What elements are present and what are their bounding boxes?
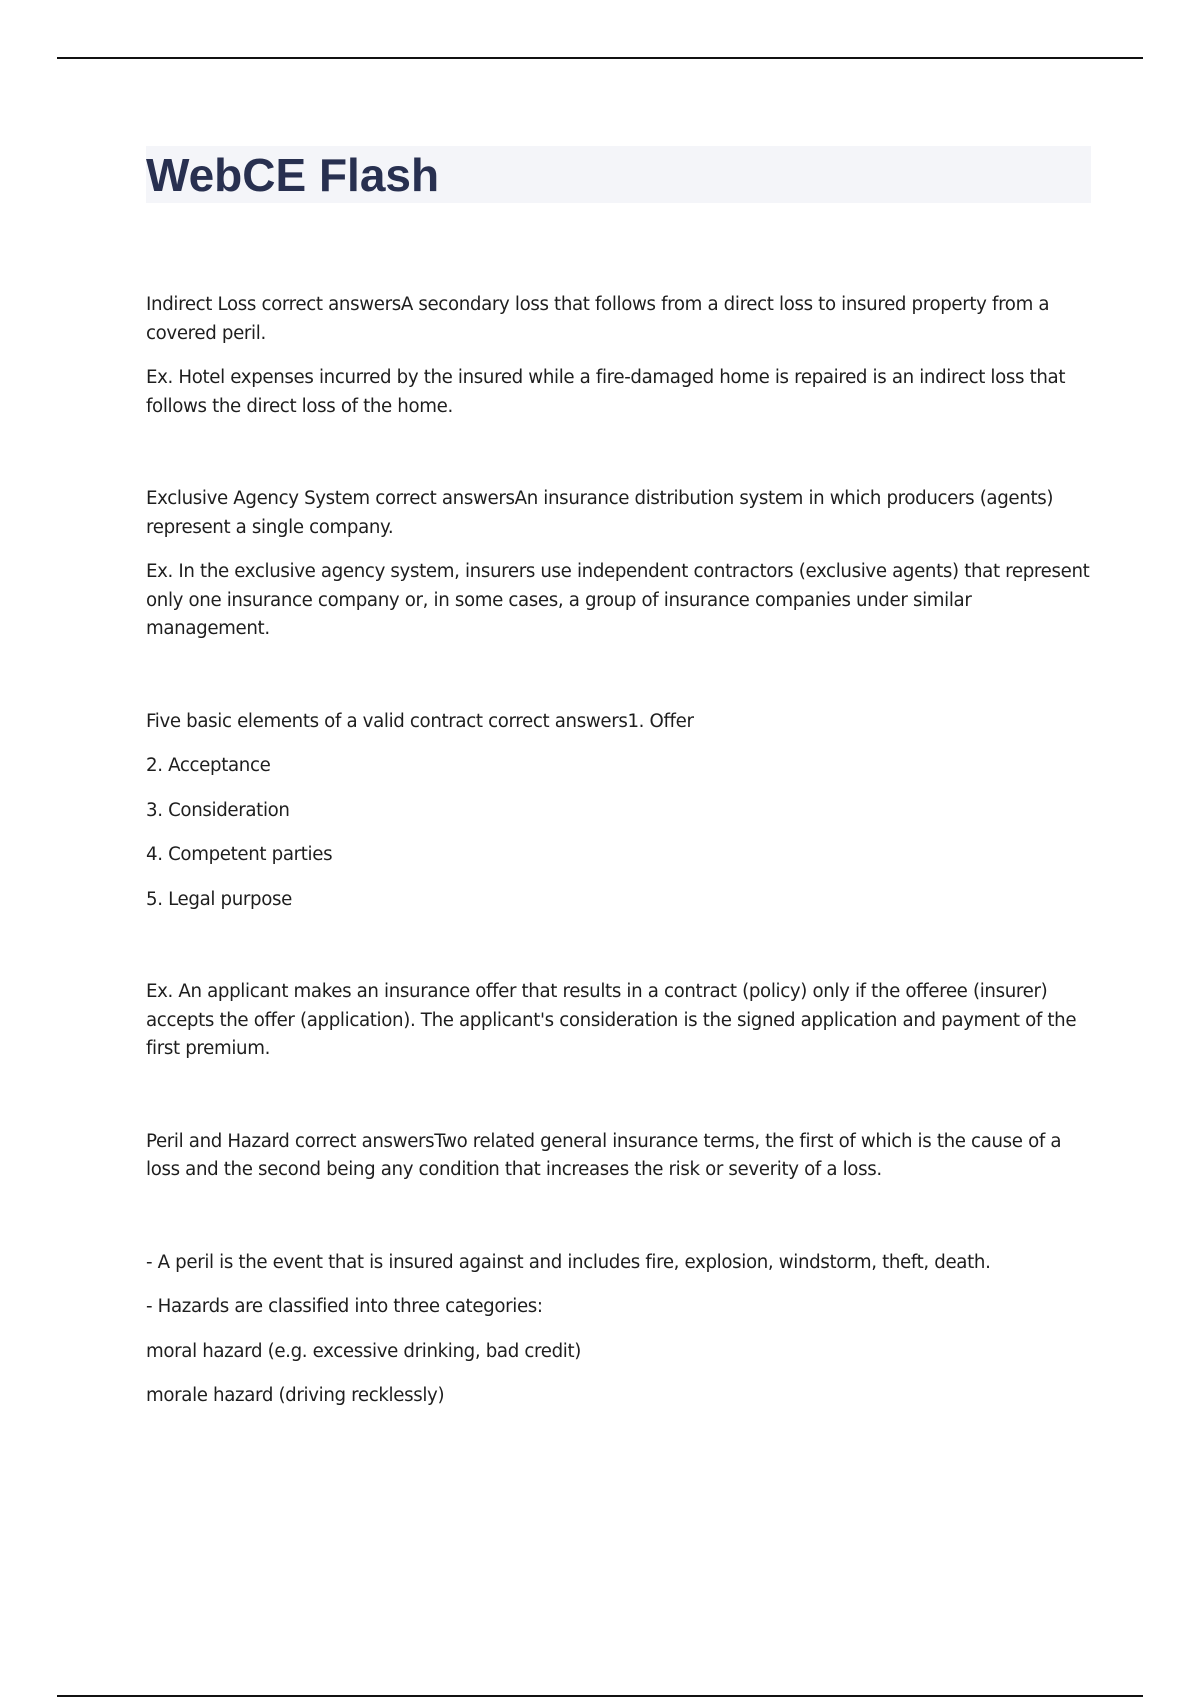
spacer [146, 1080, 1091, 1128]
paragraph: Ex. In the exclusive agency system, insurers use independent contractors (exclusive agents) that represent only one insurance company or, in some cases, a group of insurance companies under similar management. [146, 561, 1090, 639]
list-item: 3. Consideration [146, 799, 290, 821]
spacer [146, 660, 1091, 708]
spacer [146, 930, 1091, 978]
section-valid-contract [146, 708, 1091, 915]
spacer [146, 437, 1091, 485]
bottom-divider [57, 1695, 1143, 1697]
section-peril-hazard-details [146, 1249, 1091, 1411]
paragraph: Five basic elements of a valid contract correct answers1. Offer [146, 710, 694, 732]
spacer [146, 1201, 1091, 1249]
list-item: - Hazards are classified into three categories: [146, 1296, 543, 1317]
document-body [146, 291, 1091, 1411]
list-item: - A peril is the event that is insured against and includes fire, explosion, windstorm, theft, death. [146, 1251, 991, 1273]
list-item: 5. Legal purpose [146, 888, 292, 910]
paragraph: Peril and Hazard correct answersTwo related general insurance terms, the first of which is the cause of a loss and the second being any condition that increases the risk or severity of a loss. [146, 1130, 1062, 1180]
document-title: WebCE Flash [146, 148, 440, 201]
top-divider [57, 57, 1143, 59]
section-exclusive-agency [146, 485, 1091, 644]
list-item: 4. Competent parties [146, 844, 333, 865]
paragraph: Ex. Hotel expenses incurred by the insured while a fire-damaged home is repaired is an indirect loss that follows the direct loss of the home. [146, 367, 1066, 417]
section-contract-example [146, 978, 1091, 1064]
title-bar [146, 146, 1091, 203]
list-item: moral hazard (e.g. excessive drinking, bad credit) [146, 1340, 581, 1362]
paragraph: Indirect Loss correct answersA secondary loss that follows from a direct loss to insured property from a covered peril. [146, 294, 1050, 344]
list-item: 2. Acceptance [146, 755, 271, 776]
paragraph: Ex. An applicant makes an insurance offer that results in a contract (policy) only if the offeree (insurer) accepts the offer (application). The applicant's consideration is the signed application and payment of the first premium. [146, 981, 1077, 1059]
paragraph: Exclusive Agency System correct answersAn insurance distribution system in which producers (agents) represent a single company. [146, 488, 1054, 538]
section-indirect-loss [146, 291, 1091, 421]
list-item: morale hazard (driving recklessly) [146, 1385, 445, 1406]
section-peril-hazard [146, 1128, 1091, 1185]
document-content [146, 146, 1091, 1427]
